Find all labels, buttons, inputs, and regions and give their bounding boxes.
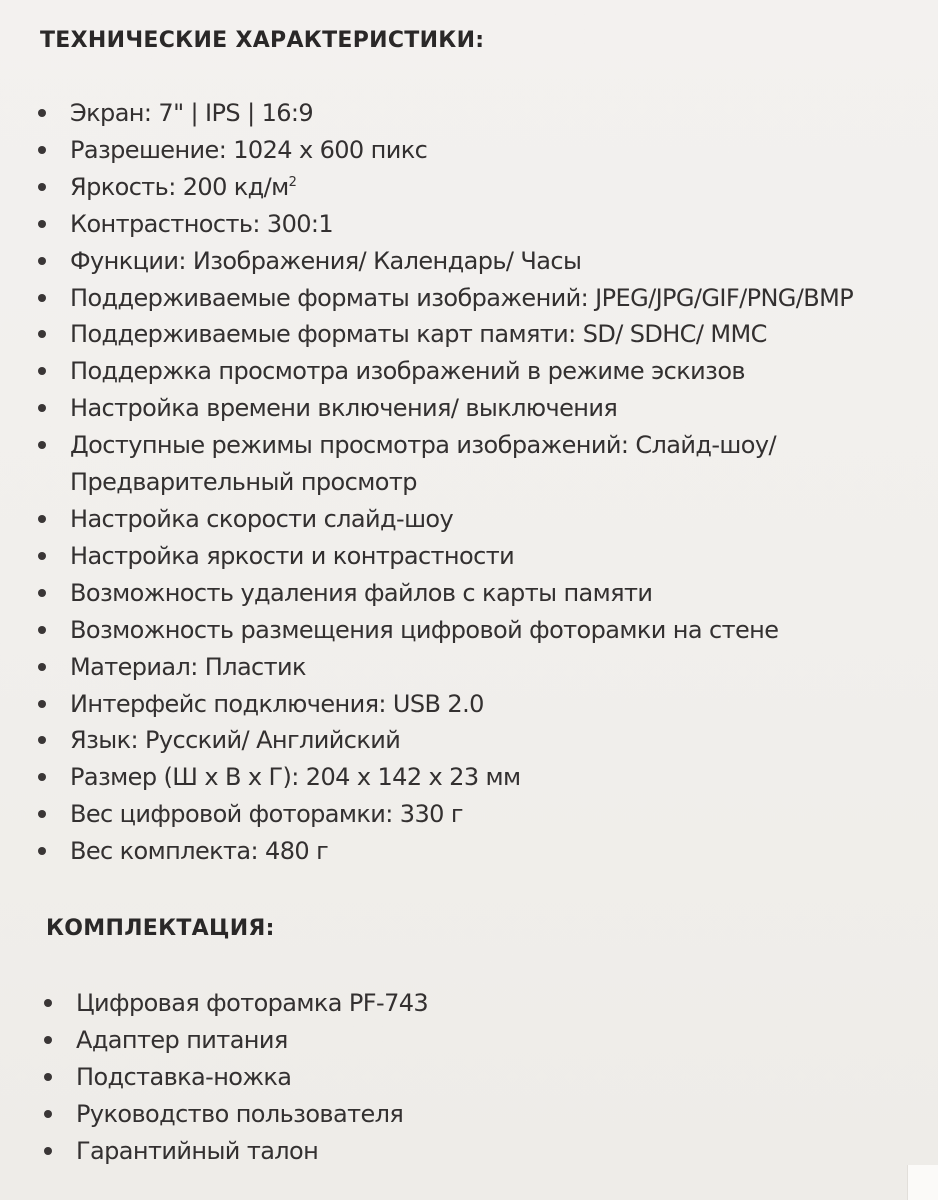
list-item <box>38 427 938 501</box>
list-item-text: Возможность размещения цифровой фоторамки на стене <box>70 615 779 644</box>
list-item-text: Возможность удаления файлов с карты памяти <box>70 578 653 607</box>
bullet-icon <box>44 1110 52 1118</box>
list-item <box>38 169 938 206</box>
list-item <box>38 612 938 649</box>
list-item-text: Поддерживаемые форматы изображений: JPEG/JPG/GIF/PNG/BMP <box>70 283 854 312</box>
bullet-icon <box>44 1147 52 1155</box>
list-item <box>44 985 924 1022</box>
list-item <box>38 575 938 612</box>
list-item-text: Адаптер питания <box>76 1025 288 1054</box>
superscript: 2 <box>288 174 297 190</box>
specs-list <box>38 95 938 870</box>
bullet-icon <box>38 330 46 338</box>
list-item <box>38 722 938 759</box>
list-item-text: Вес комплекта: 480 г <box>70 837 329 866</box>
bullet-icon <box>38 589 46 597</box>
kit-list <box>44 985 924 1170</box>
bullet-icon <box>38 626 46 634</box>
bullet-icon <box>38 146 46 154</box>
list-item-text: Цифровая фоторамка PF-743 <box>76 989 429 1017</box>
bullet-icon <box>44 1073 52 1081</box>
bullet-icon <box>38 367 46 375</box>
bullet-icon <box>38 257 46 265</box>
list-item-text: Настройка яркости и контрастности <box>70 541 515 570</box>
list-item-text: Руководство пользователя <box>76 1099 404 1128</box>
bullet-icon <box>38 515 46 523</box>
list-item <box>44 1096 924 1133</box>
bullet-icon <box>38 773 46 781</box>
list-item <box>38 833 938 870</box>
list-item-text: Доступные режимы просмотра изображений: Слайд-шоу/ <box>70 431 776 460</box>
kit-heading: КОМПЛЕКТАЦИЯ: <box>46 916 275 941</box>
bullet-icon <box>44 999 52 1007</box>
list-item <box>38 649 938 686</box>
list-item-text: Гарантийный талон <box>76 1136 319 1165</box>
list-item <box>38 316 938 353</box>
bullet-icon <box>38 404 46 412</box>
list-item <box>44 1133 924 1170</box>
list-item <box>38 390 938 427</box>
bullet-icon <box>44 1036 52 1044</box>
list-item <box>38 206 938 243</box>
list-item-text: Вес цифровой фоторамки: 330 г <box>70 800 463 829</box>
list-item <box>38 353 938 390</box>
list-item-text: Контрастность: 300:1 <box>70 209 334 238</box>
bullet-icon <box>38 700 46 708</box>
list-item <box>38 686 938 723</box>
list-item <box>38 95 938 132</box>
bullet-icon <box>38 552 46 560</box>
list-item <box>38 538 938 575</box>
list-item-text: Поддерживаемые форматы карт памяти: SD/ SDHC/ MMC <box>70 320 767 349</box>
list-item-continuation: Предварительный просмотр <box>70 468 417 497</box>
list-item-text: Поддержка просмотра изображений в режиме эскизов <box>70 357 745 386</box>
bullet-icon <box>38 183 46 191</box>
list-item-text: Функции: Изображения/ Календарь/ Часы <box>70 246 582 275</box>
list-item-text: Настройка времени включения/ выключения <box>70 394 618 423</box>
list-item-text: Размер (Ш х В х Г): 204 х 142 х 23 мм <box>70 763 521 792</box>
list-item-text: Настройка скорости слайд-шоу <box>70 504 454 533</box>
bullet-icon <box>38 736 46 744</box>
bullet-icon <box>38 810 46 818</box>
specs-heading: ТЕХНИЧЕСКИЕ ХАРАКТЕРИСТИКИ: <box>40 28 485 53</box>
bullet-icon <box>38 847 46 855</box>
list-item <box>44 1059 924 1096</box>
bullet-icon <box>38 109 46 117</box>
list-item <box>38 243 938 280</box>
list-item <box>38 280 938 317</box>
bullet-icon <box>38 663 46 671</box>
bullet-icon <box>38 441 46 449</box>
list-item <box>38 796 938 833</box>
list-item-text: Язык: Русский/ Английский <box>70 726 401 755</box>
list-item <box>38 759 938 796</box>
box-edge <box>907 1165 938 1200</box>
list-item-text: Материал: Пластик <box>70 652 306 681</box>
list-item-text: Разрешение: 1024 х 600 пикс <box>70 135 428 164</box>
bullet-icon <box>38 220 46 228</box>
list-item-text: Интерфейс подключения: USB 2.0 <box>70 689 484 718</box>
bullet-icon <box>38 294 46 302</box>
list-item-text: Подставка-ножка <box>76 1062 292 1091</box>
list-item <box>38 501 938 538</box>
list-item <box>38 132 938 169</box>
list-item <box>44 1022 924 1059</box>
list-item-text: Экран: 7" | IPS | 16:9 <box>70 99 314 127</box>
list-item-text: Яркость: 200 кд/м <box>70 172 289 201</box>
